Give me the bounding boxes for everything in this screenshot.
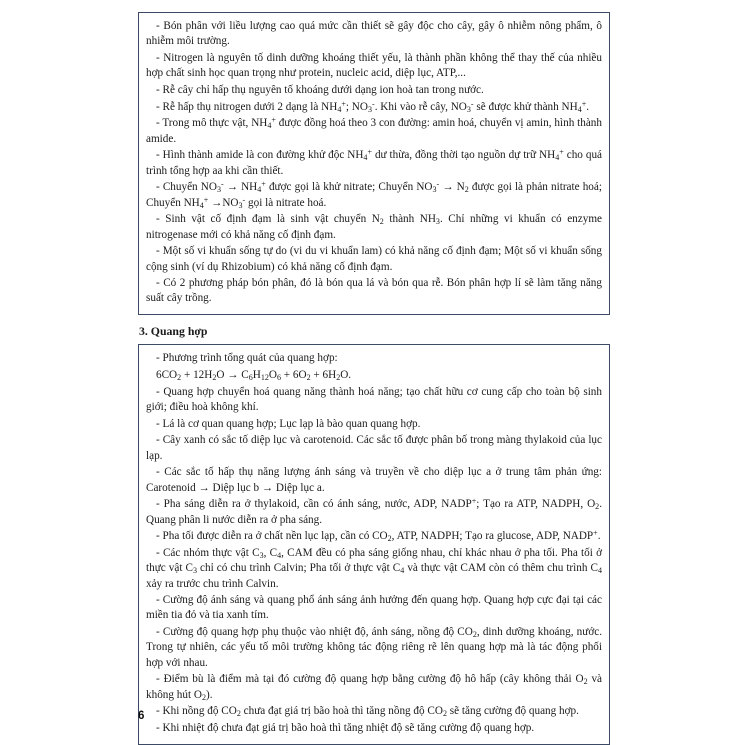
paragraph: - Hình thành amide là con đường khử độc $NH_4^+$ dư thừa, đồng thời tạo nguồn dự trữ $NH_4^+$ cho quá trình tổng hợp aa khi cần thiết. (146, 148, 603, 177)
paragraph: - Quang hợp chuyển hoá quang năng thành hoá năng; tạo chất hữu cơ cung cấp cho toàn bộ sinh giới; điều hoà không khí. (146, 385, 602, 413)
paragraph: - Rễ cây chỉ hấp thụ nguyên tố khoáng dưới dạng ion hoà tan trong nước. (156, 83, 484, 96)
paragraph: - Trong mô thực vật, $NH_4^+$ được đồng hoá theo 3 con đường: amin hoá, chuyển vị amin, hình thành amide. (146, 116, 602, 145)
paragraph: - Pha sáng diễn ra ở thylakoid, cần có ánh sáng, nước, ADP, NADP+; Tạo ra ATP, NADPH, $O_2$. Quang phân li nước diễn ra ở pha sáng. (146, 496, 602, 526)
paragraph: - Khi nồng độ $CO_2$ chưa đạt giá trị bão hoà thì tăng nồng độ $CO_2$ sẽ tăng cường độ quang hợp. (156, 705, 579, 719)
section-heading: 3. Quang hợp (139, 324, 208, 339)
paragraph: - Bón phân với liều lượng cao quá mức cần thiết sẽ gây độc cho cây, gây ô nhiễm nông phẩm, ô nhiễm môi trường. (146, 20, 602, 48)
paragraph: - Cường độ quang hợp phụ thuộc vào nhiệt độ, ánh sáng, nồng độ $CO_2$, dinh dưỡng khoáng, nước. Trong tự nhiên, các yếu tố môi trường không tác động riêng rẽ lên quang hợp mà là tác động phối hợp với nhau. (146, 626, 603, 669)
paragraph: - Sinh vật cố định đạm là sinh vật chuyển $N_2$ thành $NH_3$. Chỉ những vi khuẩn có enzyme nitrogenase mới có khả năng cố định đạm. (146, 213, 602, 241)
content-block-nitrogen (138, 12, 610, 315)
paragraph: - Các sắc tố hấp thụ năng lượng ánh sáng và truyền về cho diệp lục a ở trung tâm phản ứng: Carotenoid → Diệp lục b → Diệp lục a. (146, 466, 602, 494)
paragraph: - Các nhóm thực vật $C_3$, $C_4$, CAM đều có pha sáng giống nhau, chỉ khác nhau ở pha tối. Pha tối ở thực vật $C_3$ chỉ có chu trình Calvin; Pha tối ở thực vật $C_4$ và thực vật CAM còn có thêm chu trình $C_4$ xảy ra trước chu trình Calvin. (146, 547, 602, 590)
paragraph: - Pha tối được diễn ra ở chất nền lục lạp, cần có $CO_2$, ATP, NADPH; Tạo ra glucose, ADP, NADP+. (156, 528, 601, 544)
equation: $6CO_2 + 12H_2O \to C_6H_{12}O_6 + 6O_2 + 6H_2O$. (156, 368, 352, 382)
paragraph: - Phương trình tổng quát của quang hợp: (156, 352, 338, 365)
paragraph: - Chuyển $NO_3^- \to NH_4^+$ được gọi là khử nitrate; Chuyển $NO_3^- \to N_2$ được gọi là phản nitrate hoá; Chuyển $NH_4^+ \to NO_3^-$ gọi là nitrate hoá. (146, 179, 602, 210)
paragraph: - Có 2 phương pháp bón phân, đó là bón qua lá và bón qua rễ. Bón phân hợp lí sẽ làm tăng năng suất cây trồng. (146, 277, 602, 305)
paragraph: - Rễ hấp thụ nitrogen dưới 2 dạng là $NH_4^+$; $NO_3^-$. Khi vào rễ cây, $NO_3^-$ sẽ được khử thành $NH_4^+$. (156, 99, 590, 114)
paragraph: - Nitrogen là nguyên tố dinh dưỡng khoáng thiết yếu, là thành phần không thể thay thế của nhiều hợp chất sinh học quan trọng như protein, nucleic acid, diệp lục, ATP,... (146, 51, 602, 80)
paragraph: - Cường độ ánh sáng và quang phổ ánh sáng ảnh hưởng đến quang hợp. Quang hợp cực đại tại các miền tia đỏ và tia xanh tím. (146, 594, 602, 622)
paragraph: - Cây xanh có sắc tố diệp lục và carotenoid. Các sắc tố được phân bố trong màng thylakoid của lục lạp. (146, 434, 602, 462)
paragraph: - Lá là cơ quan quang hợp; Lục lạp là bào quan quang hợp. (156, 417, 421, 430)
page-number: 6 (138, 710, 145, 722)
paragraph: - Khi nhiệt độ chưa đạt giá trị bão hoà thì tăng nhiệt độ sẽ tăng cường độ quang hợp. (156, 722, 535, 735)
paragraph: - Một số vi khuẩn sống tự do (vi du vi khuẩn lam) có khả năng cố định đạm; Một số vi khuẩn sống cộng sinh (ví dụ Rhizobium) có khả năng cố định đạm. (146, 245, 602, 273)
paragraph: - Điểm bù là điểm mà tại đó cường độ quang hợp bằng cường độ hô hấp (cây không thải $O_2$ và không hút $O_2$). (146, 673, 603, 702)
content-block-photosynthesis (138, 344, 610, 745)
